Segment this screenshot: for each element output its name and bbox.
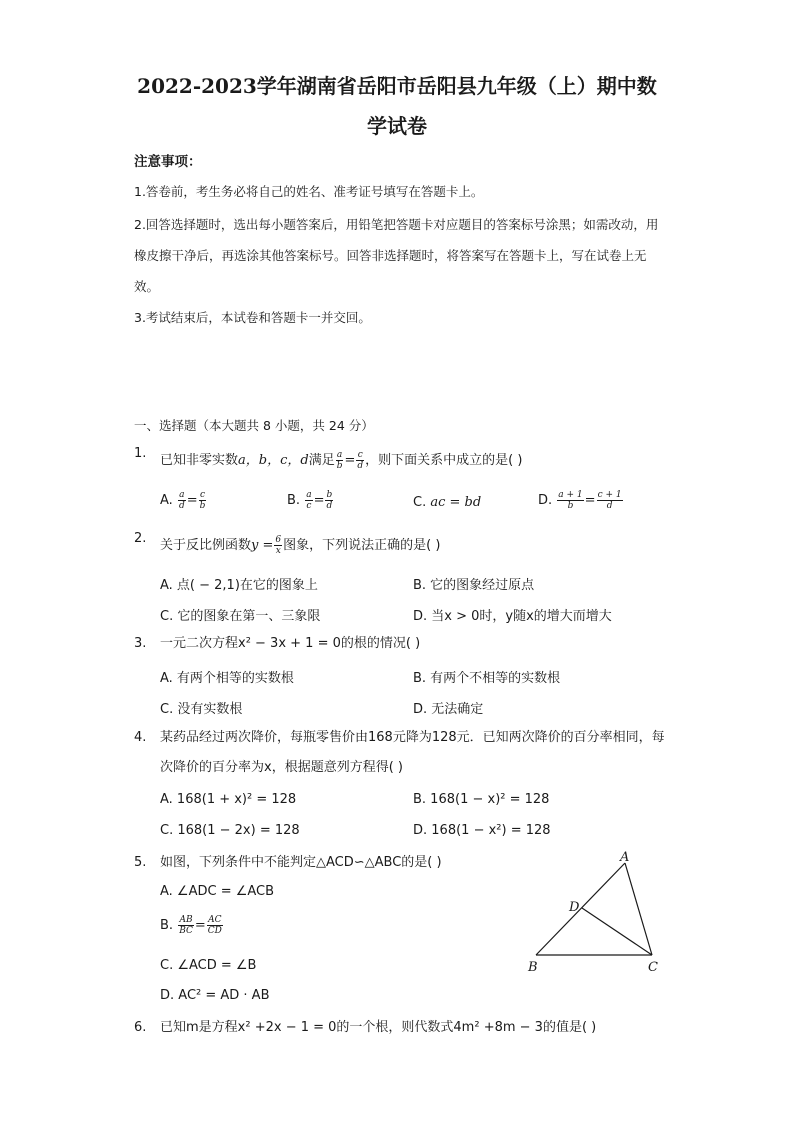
q5-option-a: A. ∠ADC = ∠ACB: [160, 884, 275, 899]
q1-option-c: C. ac = bd: [413, 495, 482, 510]
vertex-label-d: D: [569, 900, 580, 915]
question-stem: 关于反比例函数y = $\frac{6}{x}$ 图象，下列说法正确的是( ): [160, 535, 441, 556]
notice-heading: 注意事项：: [134, 154, 202, 170]
question-stem: 一元二次方程x² − 3x + 1 = 0的根的情况( ): [160, 636, 421, 651]
q2-option-c: C. 它的图象在第一、三象限: [160, 609, 321, 624]
question-stem: 某药品经过两次降价，每瓶零售价由168元降为128元．已知两次降价的百分率相同，每次降价的百分率为x，根据题意列方程得( ): [160, 730, 665, 775]
question-stem: 已知非零实数a，b，c，d满足 $\frac{a}{b}$ = $\frac{c}{d}$ ，则下面关系中成立的是( ): [160, 450, 523, 471]
question-number: 3.: [134, 636, 147, 651]
vertex-label-b: B: [528, 960, 538, 975]
vertex-label-c: C: [648, 960, 658, 975]
q1-option-b: B. $\frac{a}{c}$ = $\frac{b}{d}$: [287, 490, 333, 511]
notice-item-2: 2.回答选择题时，选出每小题答案后，用铅笔把答题卡对应题目的答案标号涂黑；如需改动，用橡皮擦干净后，再选涂其他答案标号。回答非选择题时，将答案写在答题卡上，写在试卷上无效。: [134, 217, 659, 294]
notice-item-3: 3.考试结束后，本试卷和答题卡一并交回。: [134, 310, 371, 325]
segment-cd: [582, 908, 652, 955]
question-number: 5.: [134, 855, 147, 870]
fraction: $\frac{a}{b}$: [336, 450, 343, 471]
q1-option-d: D. $\frac{a + 1}{b}$ = $\frac{c + 1}{d}$: [538, 490, 622, 511]
question-number: 4.: [134, 730, 147, 745]
vertex-label-a: A: [620, 850, 630, 865]
q5-option-d: D. AC² = AD · AB: [160, 988, 270, 1003]
q4-option-c: C. 168(1 − 2x) = 128: [160, 823, 300, 838]
q3-option-c: C. 没有实数根: [160, 702, 243, 717]
page-title-line1: 2022-2023学年湖南省岳阳市岳阳县九年级（上）期中数: [137, 74, 657, 98]
q1-option-a: A. $\frac{a}{d}$ = $\frac{c}{b}$: [160, 490, 206, 511]
question-stem: 如图，下列条件中不能判定△ACD∽△ABC的是( ): [160, 855, 442, 870]
segment-ab: [536, 863, 625, 955]
q3-option-a: A. 有两个相等的实数根: [160, 671, 294, 686]
q2-option-b: B. 它的图象经过原点: [413, 578, 535, 593]
q5-option-c: C. ∠ACD = ∠B: [160, 958, 257, 973]
q3-option-d: D. 无法确定: [413, 702, 484, 717]
question-number: 6.: [134, 1020, 147, 1035]
section-heading: 一、选择题（本大题共 8 小题，共 24 分）: [134, 418, 374, 433]
question-stem: 已知m是方程x² +2x − 1 = 0的一个根，则代数式4m² +8m − 3的值是( ): [160, 1020, 597, 1035]
question-number: 2.: [134, 531, 147, 546]
q3-option-b: B. 有两个不相等的实数根: [413, 671, 561, 686]
question-number: 1.: [134, 446, 147, 461]
q2-option-a: A. 点( − 2,1)在它的图象上: [160, 578, 318, 593]
fraction: $\frac{c}{d}$: [357, 450, 364, 471]
notice-item-1: 1.答卷前，考生务必将自己的姓名、准考证号填写在答题卡上。: [134, 184, 484, 199]
triangle-figure: [520, 845, 670, 980]
q5-option-b: B. $\frac{AB}{BC}$ = $\frac{AC}{CD}$: [160, 915, 222, 936]
q4-option-d: D. 168(1 − x²) = 128: [413, 823, 551, 838]
q4-option-a: A. 168(1 + x)² = 128: [160, 792, 297, 807]
q2-option-d: D. 当x > 0时，y随x的增大而增大: [413, 609, 612, 624]
segment-ac: [625, 863, 652, 955]
q4-option-b: B. 168(1 − x)² = 128: [413, 792, 550, 807]
page-title-line2: 学试卷: [367, 114, 427, 138]
